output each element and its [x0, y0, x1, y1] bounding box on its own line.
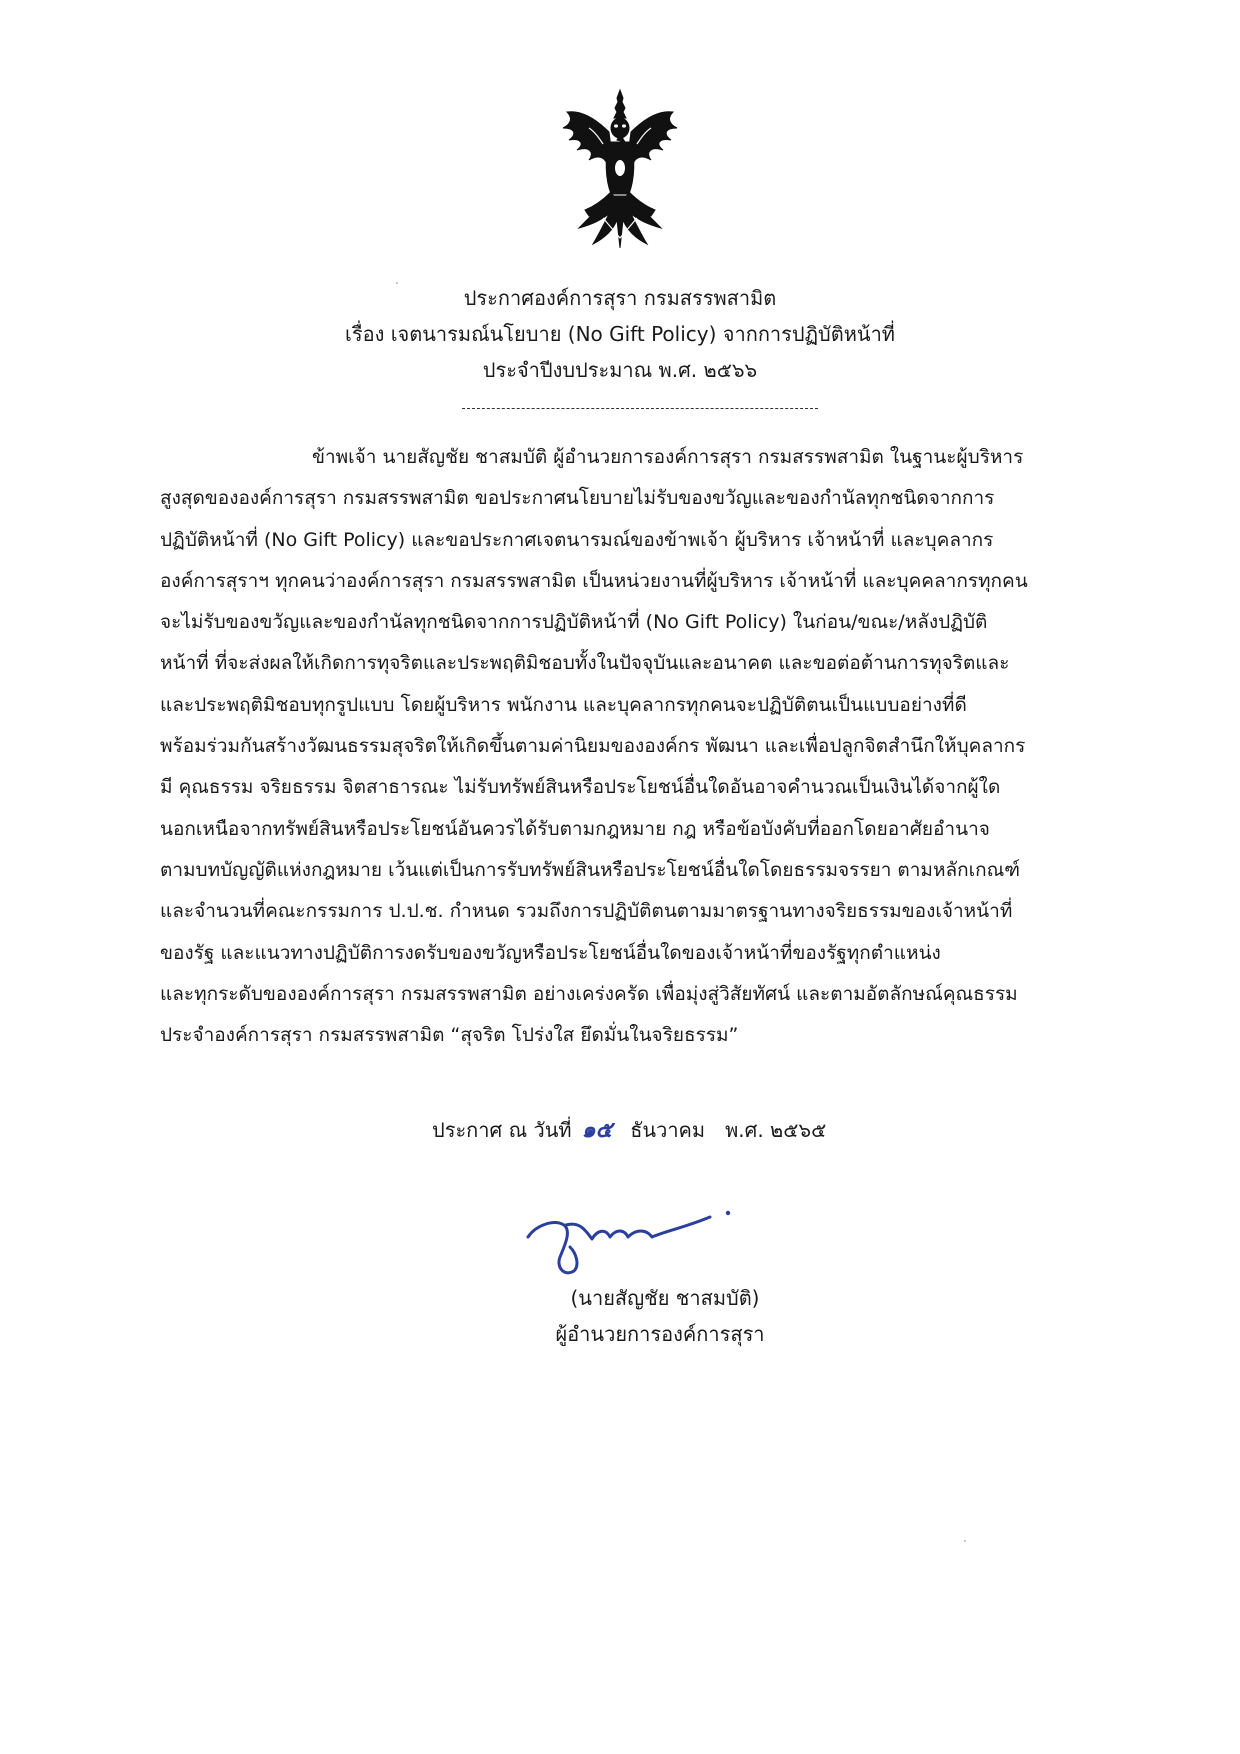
- body-line: มี คุณธรรม จริยธรรม จิตสาธารณะ ไม่รับทรัพย์สินหรือประโยชน์อื่นใดอันอาจคำนวณเป็นเงินได้จากผู้ใด: [160, 776, 1001, 799]
- body-line: จะไม่รับของขวัญและของกำนัลทุกชนิดจากการปฏิบัติหน้าที่ (No Gift Policy) ในก่อน/ขณะ/หลังปฏิบัติ: [160, 611, 988, 634]
- body-line: หน้าที่ ที่จะส่งผลให้เกิดการทุจริตและประพฤติมิชอบทั้งในปัจจุบันและอนาคต และขอต่อต้านการทุจริตและ: [160, 652, 1010, 675]
- body-line: และจำนวนที่คณะกรรมการ ป.ป.ช. กำหนด รวมถึงการปฏิบัติตนตามมาตรฐานทางจริยธรรมของเจ้าหน้าที่: [160, 900, 1013, 923]
- signer-position: ผู้อำนวยการองค์การสุรา: [555, 1322, 765, 1346]
- body-line: องค์การสุราฯ ทุกคนว่าองค์การสุรา กรมสรรพสามิต เป็นหน่วยงานที่ผู้บริหาร เจ้าหน้าที่ และบุคคลากรทุกคน: [160, 569, 1028, 592]
- signer-block: [0, 1280, 1240, 1352]
- scan-speck: [396, 282, 398, 284]
- header-divider: [462, 408, 818, 409]
- body-line: ตามบทบัญญัติแห่งกฎหมาย เว้นแต่เป็นการรับทรัพย์สินหรือประโยชน์อื่นใดโดยธรรมจรรยา ตามหลักเกณฑ์: [160, 858, 1021, 881]
- body-line: ข้าพเจ้า นายสัญชัย ชาสมบัติ ผู้อำนวยการองค์การสุรา กรมสรรพสามิต ในฐานะผู้บริหาร: [312, 446, 1024, 468]
- body-line: ของรัฐ และแนวทางปฏิบัติการงดรับของขวัญหรือประโยชน์อื่นใดของเจ้าหน้าที่ของรัฐทุกตำแหน่ง: [160, 941, 941, 964]
- body-line: และทุกระดับขององค์การสุรา กรมสรรพสามิต อย่างเคร่งครัด เพื่อมุ่งสู่วิสัยทัศน์ และตามอัตลักษณ์คุณธรรม: [160, 982, 1018, 1005]
- body-line: นอกเหนือจากทรัพย์สินหรือประโยชน์อันควรได้รับตามกฎหมาย กฎ หรือข้อบังคับที่ออกโดยอาศัยอำนาจ: [160, 817, 990, 840]
- date-year: พ.ศ. ๒๕๖๕: [725, 1118, 827, 1142]
- header-fiscal-year: ประจำปีงบประมาณ พ.ศ. ๒๕๖๖: [482, 358, 758, 382]
- date-prefix: ประกาศ ณ วันที่: [432, 1118, 572, 1142]
- date-day-handwritten: ๑๕: [581, 1117, 613, 1143]
- announcement-header: [0, 280, 1240, 388]
- body-line: ปฏิบัติหน้าที่ (No Gift Policy) และขอประกาศเจตนารมณ์ของข้าพเจ้า ผู้บริหาร เจ้าหน้าที่ และบุคลากร: [160, 528, 994, 551]
- body-line: สูงสุดขององค์การสุรา กรมสรรพสามิต ขอประกาศนโยบายไม่รับของขวัญและของกำนัลทุกชนิดจากการ: [160, 487, 995, 510]
- announcement-body: [160, 437, 1110, 1056]
- garuda-emblem-icon: [559, 88, 681, 254]
- scan-speck: [964, 1540, 966, 1542]
- handwritten-signature: [520, 1195, 770, 1285]
- header-organization: ประกาศองค์การสุรา กรมสรรพสามิต: [463, 286, 777, 310]
- signer-name: (นายสัญชัย ชาสมบัติ): [570, 1286, 760, 1310]
- body-line: ประจำองค์การสุรา กรมสรรพสามิต “สุจริต โปร่งใส ยึดมั่นในจริยธรรม”: [160, 1024, 739, 1047]
- header-subject: เรื่อง เจตนารมณ์นโยบาย (No Gift Policy) จากการปฏิบัติหน้าที่: [345, 322, 895, 346]
- date-month: ธันวาคม: [630, 1118, 706, 1142]
- body-line: พร้อมร่วมกันสร้างวัฒนธรรมสุจริตให้เกิดขึ้นตามค่านิยมขององค์กร พัฒนา และเพื่อปลูกจิตสำนึกให้บุคลากร: [160, 735, 1026, 758]
- announcement-date: [432, 1112, 826, 1148]
- body-line: และประพฤติมิชอบทุกรูปแบบ โดยผู้บริหาร พนักงาน และบุคลากรทุกคนจะปฏิบัติตนเป็นแบบอย่างที่ดี: [160, 693, 967, 716]
